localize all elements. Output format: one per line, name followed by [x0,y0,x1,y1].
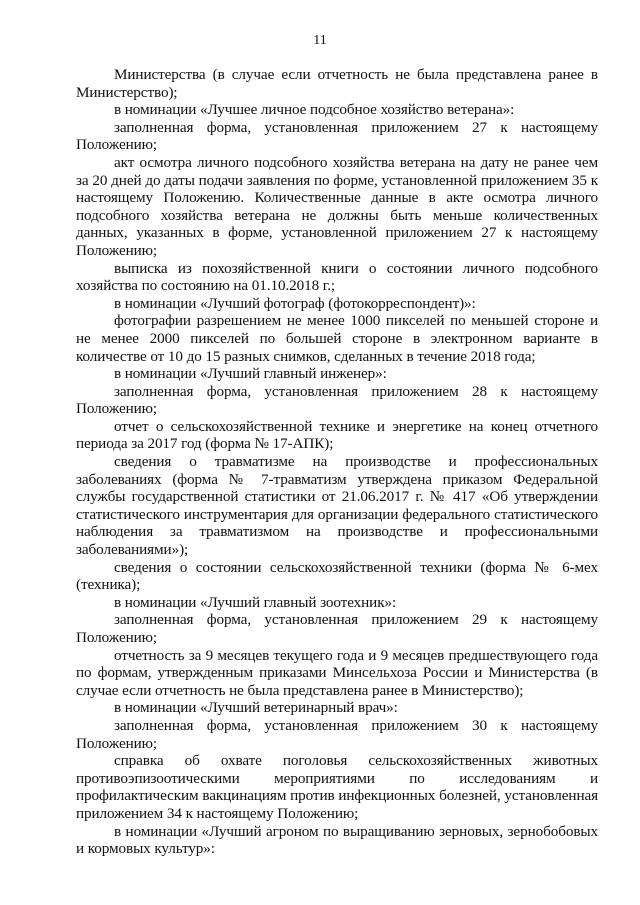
page-number: 11 [313,33,327,48]
paragraph: отчет о сельскохозяйственной технике и энергетике на конец отчетного периода за 2017 год (форма № 17-АПК); [76,417,598,453]
paragraph: заполненная форма, установленная приложением 28 к настоящему Положению; [76,382,598,418]
paragraph: Министерства (в случае если отчетность не была представлена ранее в Министерство); [76,66,598,101]
paragraph: заполненная форма, установленная приложением 30 к настоящему Положению; [76,716,598,752]
paragraph: акт осмотра личного подсобного хозяйства ветерана на дату не ранее чем за 20 дней до даты подачи заявления по форме, установленной приложением 35 к настоящему Положению. Количественные данные в акте осмотра личного подсобного хозяйства ветерана не должны быть меньше количественных данных, указанных в форме, установленной приложением 27 к настоящему Положению; [76,153,598,259]
paragraph: в номинации «Лучший главный инженер»: [114,365,387,383]
paragraph: фотографии разрешением не менее 1000 пикселей по меньшей стороне и не менее 2000 пикселей по большей стороне в электронном варианте в количестве от 10 до 15 разных снимков, сделанных в течение 2018 года; [76,312,598,365]
paragraph: сведения о состоянии сельскохозяйственной техники (форма № 6-мех (техника); [76,558,598,594]
paragraph: выписка из похозяйственной книги о состоянии личного подсобного хозяйства по состоянию на 01.10.2018 г.; [76,259,598,295]
document-body [76,66,598,858]
paragraph: справка об охвате поголовья сельскохозяйственных животных противоэпизоотическими мероприятиями по исследованиям и профилактическим вакцинациям против инфекционных болезней, установленная приложением 34 к настоящему Положению; [76,752,598,822]
paragraph: в номинации «Лучший главный зоотехник»: [114,593,397,611]
paragraph: в номинации «Лучший фотограф (фотокорреспондент)»: [114,294,476,312]
paragraph: заполненная форма, установленная приложением 29 к настоящему Положению; [76,611,598,646]
paragraph: отчетность за 9 месяцев текущего года и 9 месяцев предшествующего года по формам, утвержденным приказами Минсельхоза России и Министерства (в случае если отчетность не была представлена ранее в Министерство); [76,646,598,699]
paragraph: сведения о травматизме на производстве и профессиональных заболеваниях (форма № 7-травматизм утверждена приказом Федеральной службы государственной статистики от 21.06.2017 г. № 417 «Об утверждении статистического инструментария для организации федерального статистического наблюдения за травматизмом на производстве и профессиональными заболеваниями»); [76,453,598,559]
paragraph: в номинации «Лучший ветеринарный врач»: [114,699,398,717]
paragraph: заполненная форма, установленная приложением 27 к настоящему Положению; [76,118,598,154]
paragraph: в номинации «Лучший агроном по выращиванию зерновых, зернобобовых и кормовых культур»: [76,822,598,858]
paragraph: в номинации «Лучшее личное подсобное хозяйство ветерана»: [114,101,515,119]
